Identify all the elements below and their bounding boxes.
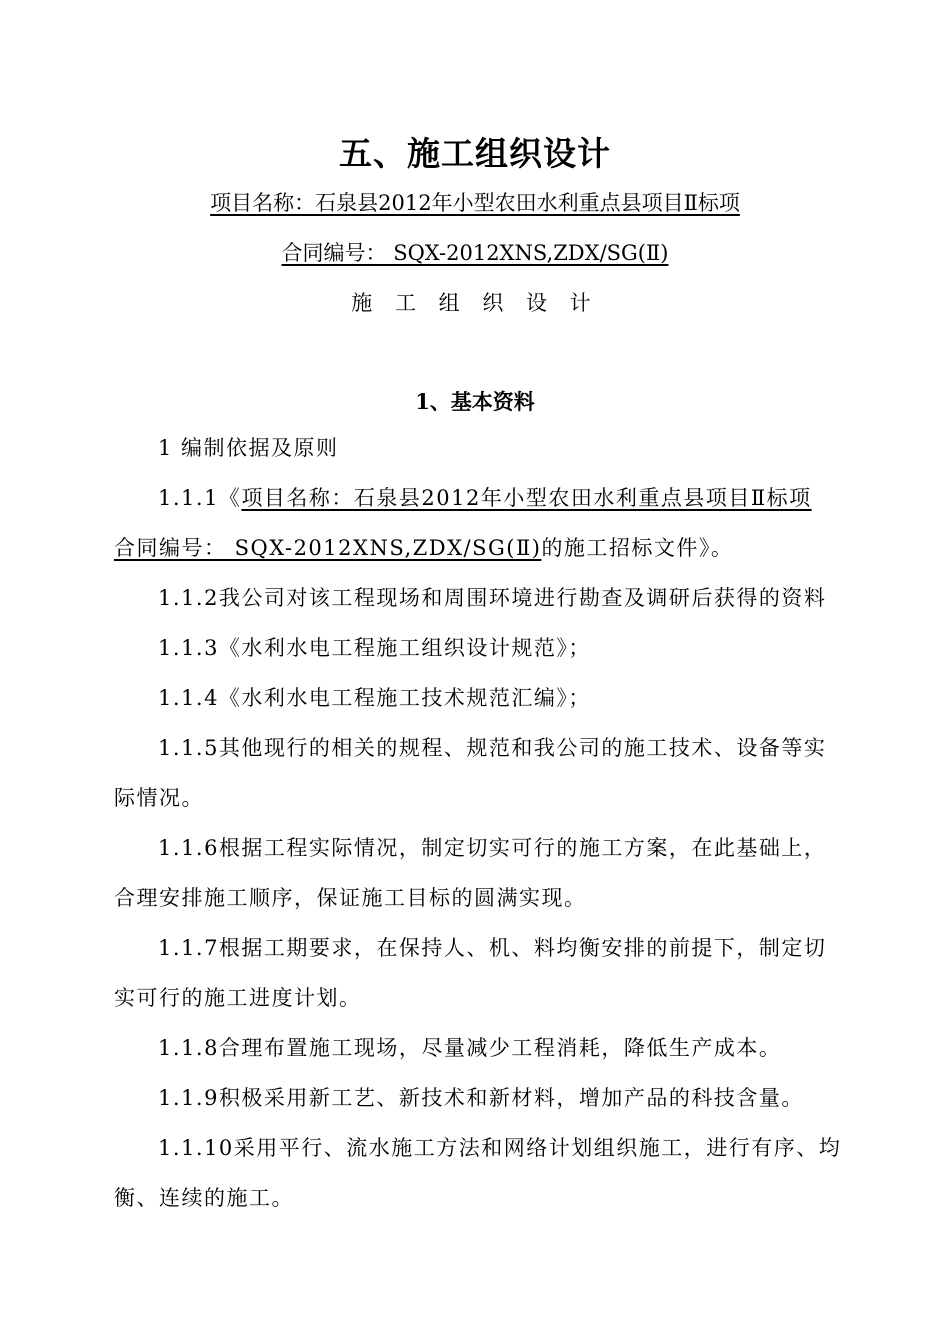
paragraph-1-1-8: 1.1.8合理布置施工现场，尽量减少工程消耗，降低生产成本。 bbox=[158, 1036, 782, 1060]
paragraph-1-1-7: 1.1.7根据工期要求，在保持人、机、料均衡安排的前提下，制定切实可行的施工进度计划。 bbox=[114, 936, 827, 1010]
project-name-text: 项目名称：石泉县2012年小型农田水利重点县项目Ⅱ标项 bbox=[210, 191, 740, 215]
p111-prefix: 1.1.1《 bbox=[158, 486, 242, 510]
subtitle-text: 施 工 组 织 设 计 bbox=[351, 291, 599, 315]
paragraph-1-1-9: 1.1.9积极采用新工艺、新技术和新材料，增加产品的科技含量。 bbox=[158, 1086, 804, 1110]
paragraph-1-1-6: 1.1.6根据工程实际情况，制定切实可行的施工方案，在此基础上，合理安排施工顺序，保证施工目标的圆满实现。 bbox=[114, 836, 827, 910]
contract-number-line bbox=[0, 237, 950, 267]
section-heading: 1、基本资料 bbox=[415, 389, 535, 414]
sub-heading: 1 编制依据及原则 bbox=[158, 436, 339, 460]
paragraph-1-1-4: 1.1.4《水利水电工程施工技术规范汇编》； bbox=[158, 686, 591, 710]
paragraph-1-1-5: 1.1.5其他现行的相关的规程、规范和我公司的施工技术、设备等实际情况。 bbox=[114, 736, 827, 810]
page-title: 五、施工组织设计 bbox=[339, 134, 611, 173]
p111-underlined: 项目名称：石泉县2012年小型农田水利重点县项目Ⅱ标项 合同编号： SQX-2012XNS,ZDX/SG(Ⅱ) bbox=[114, 486, 812, 560]
project-name-line bbox=[0, 187, 950, 217]
paragraph-1-1-10: 1.1.10采用平行、流水施工方法和网络计划组织施工，进行有序、均衡、连续的施工。 bbox=[114, 1136, 842, 1210]
paragraph-1-1-2: 1.1.2我公司对该工程现场和周围环境进行勘查及调研后获得的资料 bbox=[158, 586, 827, 610]
paragraph-1-1-3: 1.1.3《水利水电工程施工组织设计规范》； bbox=[158, 636, 591, 660]
p111-suffix: 的施工招标文件》。 bbox=[541, 536, 734, 560]
subtitle bbox=[0, 287, 950, 317]
contract-number-text: 合同编号： SQX-2012XNS,ZDX/SG(Ⅱ) bbox=[281, 241, 669, 265]
paragraph-1-1-1 bbox=[114, 473, 842, 573]
